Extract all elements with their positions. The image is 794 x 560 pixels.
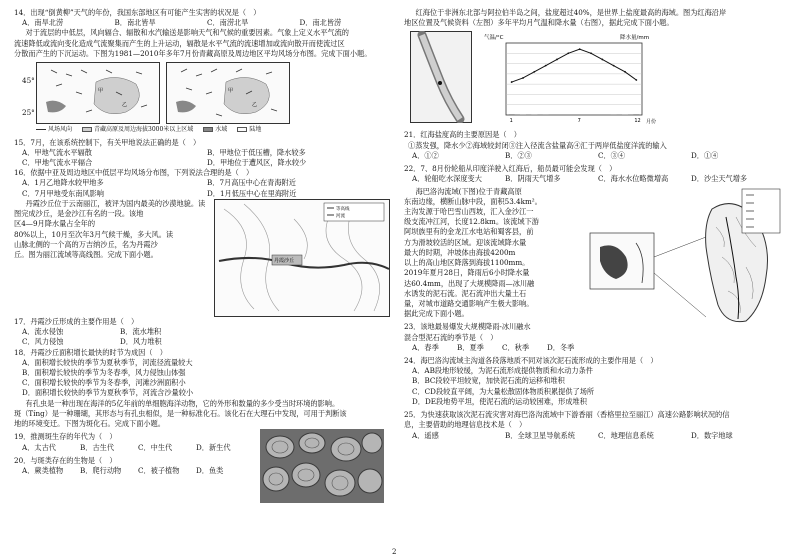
red-sea-intro-line2: 地区位置及气候资料（左图）多年平均月气温和降水量（右图），据此完成下面小题。 <box>404 18 674 28</box>
svg-text:乙: 乙 <box>122 102 128 109</box>
q15-option-a[interactable]: A．甲地气流水平辐散 <box>22 147 92 157</box>
temperature-point <box>567 53 569 55</box>
q14-option-c[interactable]: C．南涝北旱 <box>207 18 249 28</box>
q17-option-a[interactable]: A．流水侵蚀 <box>22 327 64 337</box>
red-sea-intro-line1: 红海位于非洲东北部与阿拉伯半岛之间，盐度超过40%，是世界上盐度最高的海域。图为红海沿岸 <box>415 8 727 17</box>
intro2-line3: 区4—9月降水量占全年的 <box>14 219 96 229</box>
q20-stem: 20．与斑类存在的生物是（ ） <box>14 455 117 465</box>
intro3-line1: 有孔虫是一种出现在海洋的5亿年前的单细胞海洋动物，它的外形和数量的多少受当时环境的影响。 <box>25 398 340 408</box>
climate-chart <box>482 31 668 127</box>
temperature-point <box>624 71 626 73</box>
intro2-line1: 丹霞沙丘位于云南丽江，被评为国内最美的沙漠地貌。读 <box>25 198 206 208</box>
q23-option-b[interactable]: B．夏季 <box>457 342 484 352</box>
habalo-line1: 海巴洛沟流域(下图)位于青藏高原 <box>415 186 522 196</box>
right-column <box>404 8 784 441</box>
q24-option-b[interactable]: B．BC段较平坦较宽，加快泥石流的运移和堆积 <box>412 376 565 386</box>
dune-intro <box>14 199 210 317</box>
q21-option-b[interactable]: B．②③ <box>505 150 532 160</box>
q14-option-a[interactable]: A．南旱北涝 <box>22 18 64 28</box>
q15-options-row1 <box>22 148 392 158</box>
legend-plateau: 青藏高原及周边海拔3000米以上区域 <box>82 126 193 135</box>
habalo-line13: 据此完成下面小题。 <box>404 309 469 319</box>
q19-option-a[interactable]: A．太古代 <box>22 442 56 452</box>
q22-option-b[interactable]: B．阴雨天气增多 <box>505 174 561 184</box>
q16-options-row1 <box>22 178 392 188</box>
q22-option-d[interactable]: D．沙尘天气增多 <box>691 174 748 184</box>
temperature-point <box>522 78 524 80</box>
habalo-line6: 方为滑坡较活的区域。迎该流域降水量 <box>404 237 527 247</box>
legend-water: 水域 <box>203 126 227 135</box>
q23-stem: 23．该地最易爆发大规模降雨-冰川融水 <box>404 322 531 332</box>
q14-options <box>22 18 392 28</box>
lijiang-contour-map <box>214 199 390 317</box>
fossil-section <box>14 429 392 503</box>
q15-option-d[interactable]: D．甲地位于遭风区，降水较少 <box>207 158 307 168</box>
intro2-line5: 山脉北侧的一个高的万吉纳沙丘，名为丹霞沙 <box>14 239 158 249</box>
q25-options <box>412 431 784 441</box>
red-sea-location-map <box>410 31 472 123</box>
q17-option-c[interactable]: C．风力侵蚀 <box>22 337 64 347</box>
q18-option-b[interactable]: B．面积增长较快的季节为冬春季，风力侵蚀山体强 <box>22 368 186 378</box>
habalo-line2: 东南边缘，横断山脉中段，面积53.4km²。 <box>404 196 542 206</box>
q15-option-c[interactable]: C．甲地气流水平辐合 <box>22 158 93 168</box>
chart-xtick-label: 7 <box>577 118 581 125</box>
chart-plot-area <box>506 43 642 115</box>
left-column <box>14 8 392 503</box>
intro3-line3: 地的环境变迁。下图为斑化石。完成下面小题。 <box>14 419 165 429</box>
habalo-line4: 级支流冲江河，长度12.8km。该流域下游 <box>404 217 539 227</box>
q22-option-c[interactable]: C．海水水位略微增高 <box>598 174 669 184</box>
intro2-line4: 80%以上，10月至次年3月气候干燥，多大风。读 <box>14 229 174 239</box>
q25-stem: 25．为快速获取该次泥石流灾害对海巴洛沟流域中下游香丽（香格里拉至丽江）高速公路影响状况的信 <box>404 410 730 420</box>
q21-options <box>412 151 784 161</box>
q21-option-a[interactable]: A．①② <box>412 150 439 160</box>
q17-option-b[interactable]: B．流水堆积 <box>120 327 162 337</box>
q21-option-c[interactable]: C．③④ <box>598 150 626 160</box>
q18-option-c[interactable]: C．面积增长较快的季节为冬春季，河滩沙洲面积小 <box>22 378 186 388</box>
temperature-point <box>511 82 513 84</box>
habalo-line7: 最大的时期，冲坡体由海拔4200m <box>404 247 516 257</box>
q18-stem: 18．丹霞沙丘面积增长最快的时节为成因（ ） <box>14 347 167 357</box>
habalo-line10: 达60.4mm，出现了大规模降雨—冰川融 <box>404 278 535 288</box>
q16-option-b[interactable]: B．7月高压中心在青海附近 <box>207 178 296 188</box>
q19-option-d[interactable]: D．新生代 <box>196 442 231 452</box>
q15-option-b[interactable]: B．甲地位于低压槽，降水较多 <box>207 147 306 157</box>
temperature-point <box>590 53 592 55</box>
intro1-line2: 流速降低或流向变化造成气流聚集而产生的上升运动，辐散是水平气流的流速增加或流向散开而使流过区 <box>14 38 345 48</box>
q23-option-a[interactable]: A．春季 <box>412 342 439 352</box>
lat-25-label: 25° <box>22 108 35 118</box>
q23-options <box>412 343 592 353</box>
q25-stem-cont: 息，主要借助的地理信息技术是（ ） <box>404 420 527 430</box>
q18-option-a[interactable]: A．面积增长较快的季节为夏秋季节，河流径流量较大 <box>22 357 193 367</box>
habalo-line11: 水诱发的泥石流。泥石流冲出大量土石 <box>404 288 527 298</box>
habalo-intro <box>404 187 582 333</box>
chart-xlabel: 月份 <box>646 119 657 126</box>
q14-option-d[interactable]: D．南北皆涝 <box>299 18 342 28</box>
intro1-line3: 分散而产生的下沉运动。下图为1981—2010年多年7月份青藏高原及周边地区平均风场分布图。完成下面小题。 <box>14 48 372 58</box>
intro2-line2: 图完成沙丘，是金沙江有名的一段。该地 <box>14 209 144 219</box>
q22-option-a[interactable]: A．轮船吃水深度变大 <box>412 174 482 184</box>
q24-stem: 24．海巴洛沟流域主沟道各段落地质不同对该次泥石流形成的主要作用是（ ） <box>404 356 658 366</box>
dune-section <box>14 199 392 317</box>
q18-option-d[interactable]: D．面积增长较快的季节为夏秋季节，河流含沙量较小 <box>22 388 194 398</box>
temperature-point <box>556 59 558 61</box>
chart-ylabel-right: 降水量/mm <box>620 35 650 42</box>
svg-text:甲: 甲 <box>98 88 104 95</box>
q20-option-d[interactable]: D．鱼类 <box>196 465 224 475</box>
q21-statements: ①蒸发强，降水少②海域较封闭③注入径流含盐量高④汇于两岸低盐度洋流的输入 <box>408 140 667 150</box>
q17-options <box>22 327 218 347</box>
habalo-line3: 主沟发源于哈巴雪山西坡，汇入金沙江一 <box>404 206 534 216</box>
q17-stem: 17．丹霞沙丘形成的主要作用是（ ） <box>14 316 139 326</box>
q23-option-d[interactable]: D．冬季 <box>547 342 575 352</box>
q22-options <box>412 174 784 184</box>
red-sea-figures <box>410 31 784 127</box>
fossil-photo <box>260 429 384 503</box>
fossil-questions <box>14 429 254 503</box>
chart-xtick-label: 1 <box>509 118 513 125</box>
wind-map-january <box>36 62 160 124</box>
q22-stem: 22．7、8月份轮船从印度洋驶入红海后，船员最可能会发现（ ） <box>404 164 617 174</box>
chart-xtick-label: 12 <box>634 118 641 125</box>
svg-text:河流: 河流 <box>336 213 345 219</box>
intro3-line2: 斑（Tíng）是一种珊瑚，其形态与有孔虫相似，是一种标准化石。该化石在大理石中发现，可用于判断该 <box>14 408 347 418</box>
habalo-line12: 量，对城市道路交通影响产生极大影响。 <box>404 298 534 308</box>
temperature-point <box>579 49 581 51</box>
q19-options <box>22 443 254 453</box>
q17-option-d[interactable]: D．风力堆积 <box>120 337 162 347</box>
q23-stem-cont: 混合型泥石流的季节是（ ） <box>404 332 498 342</box>
q19-option-c[interactable]: C．中生代 <box>138 442 173 452</box>
q16-option-c[interactable]: C．7月甲地受东南风影响 <box>22 188 104 198</box>
habalo-basin-map <box>586 187 782 327</box>
wind-map-july <box>166 62 290 124</box>
page-number: 2 <box>392 548 397 557</box>
q25-option-c[interactable]: C．地理信息系统 <box>598 430 654 440</box>
q24-option-a[interactable]: A．AB段地形较缓，为泥石流形成提供物质和水动力条件 <box>412 366 593 376</box>
q20-options <box>22 466 254 476</box>
chart-ylabel-left: 气温/°C <box>484 35 504 42</box>
svg-text:丹霞沙丘: 丹霞沙丘 <box>274 257 295 264</box>
q16-option-d[interactable]: D．1月低压中心在里海附近 <box>207 188 297 198</box>
habalo-section <box>404 187 784 333</box>
q15-stem: 15．7月，在该系统控制下，有关甲地说法正确的是（ ） <box>14 137 201 147</box>
intro1-line1: 对于流层的中低层，风向辐合、辐散和水汽输送是影响天气和气候的重要因素。气象上定义水平气流的 <box>25 28 349 38</box>
q15-options-row2 <box>22 158 392 168</box>
q24-option-d[interactable]: D．DE段地势平坦，使泥石流的运动较困难，形成堆积 <box>412 396 587 406</box>
wind-maps <box>22 62 392 124</box>
q16-stem: 16．依据中亚及周边地区中低层平均风场分布图，下列说法合理的是（ ） <box>14 168 254 178</box>
q16-option-a[interactable]: A．1月乙地降水较甲地多 <box>22 178 104 188</box>
temperature-point <box>533 71 535 73</box>
temperature-point <box>613 65 615 67</box>
q21-option-d[interactable]: D．①④ <box>691 150 719 160</box>
habalo-line5: 阿坝族里有的金龙江水电站和蜀客县，前 <box>404 227 534 237</box>
q20-option-a[interactable]: A．蕨类植物 <box>22 465 64 475</box>
q25-option-d[interactable]: D．数字地球 <box>691 430 733 440</box>
svg-text:乙: 乙 <box>252 102 258 109</box>
q23-option-c[interactable]: C．秋季 <box>502 342 530 352</box>
q19-stem: 19．推测斑生存的年代为（ ） <box>14 432 117 442</box>
habalo-line9: 2019年夏月28日，降雨后6小时降水量 <box>404 268 530 278</box>
q14-stem: 14．出现“倒黄柳”天气的年份，我国东部地区有可能产生实害的状况是（ ） <box>14 8 261 17</box>
intro2-line6: 丘。图为丽江流域等高线图。完成下面小题。 <box>14 250 158 260</box>
q20-option-b[interactable]: B．爬行动物 <box>80 465 122 475</box>
lat-45-label: 45° <box>22 76 35 86</box>
temperature-point <box>545 65 547 67</box>
q20-option-c[interactable]: C．被子植物 <box>138 465 180 475</box>
legend-land: 陆地 <box>237 126 261 135</box>
svg-text:等高线: 等高线 <box>336 206 350 212</box>
wind-map-legend <box>36 126 392 135</box>
habalo-line8: 以上的高山地区降落到海拔1100mm。 <box>404 258 530 268</box>
q16-options-row2 <box>22 189 392 199</box>
precip-bar <box>633 115 639 116</box>
legend-wind: 风场风向 <box>36 126 72 135</box>
q25-option-a[interactable]: A．遥感 <box>412 430 439 440</box>
q19-option-b[interactable]: B．古生代 <box>80 442 115 452</box>
precip-bar <box>509 115 515 116</box>
temperature-point <box>601 59 603 61</box>
q21-stem: 21．红海盐度高的主要原因是（ ） <box>404 130 521 140</box>
svg-text:甲: 甲 <box>228 88 234 95</box>
q14-option-b[interactable]: B．南北皆旱 <box>114 18 156 28</box>
q24-option-c[interactable]: C．CD段较直平阔，为大量松散固体物质积累提供了场所 <box>412 386 595 396</box>
temperature-point <box>635 80 637 82</box>
q25-option-b[interactable]: B．全球卫星导航系统 <box>505 430 575 440</box>
